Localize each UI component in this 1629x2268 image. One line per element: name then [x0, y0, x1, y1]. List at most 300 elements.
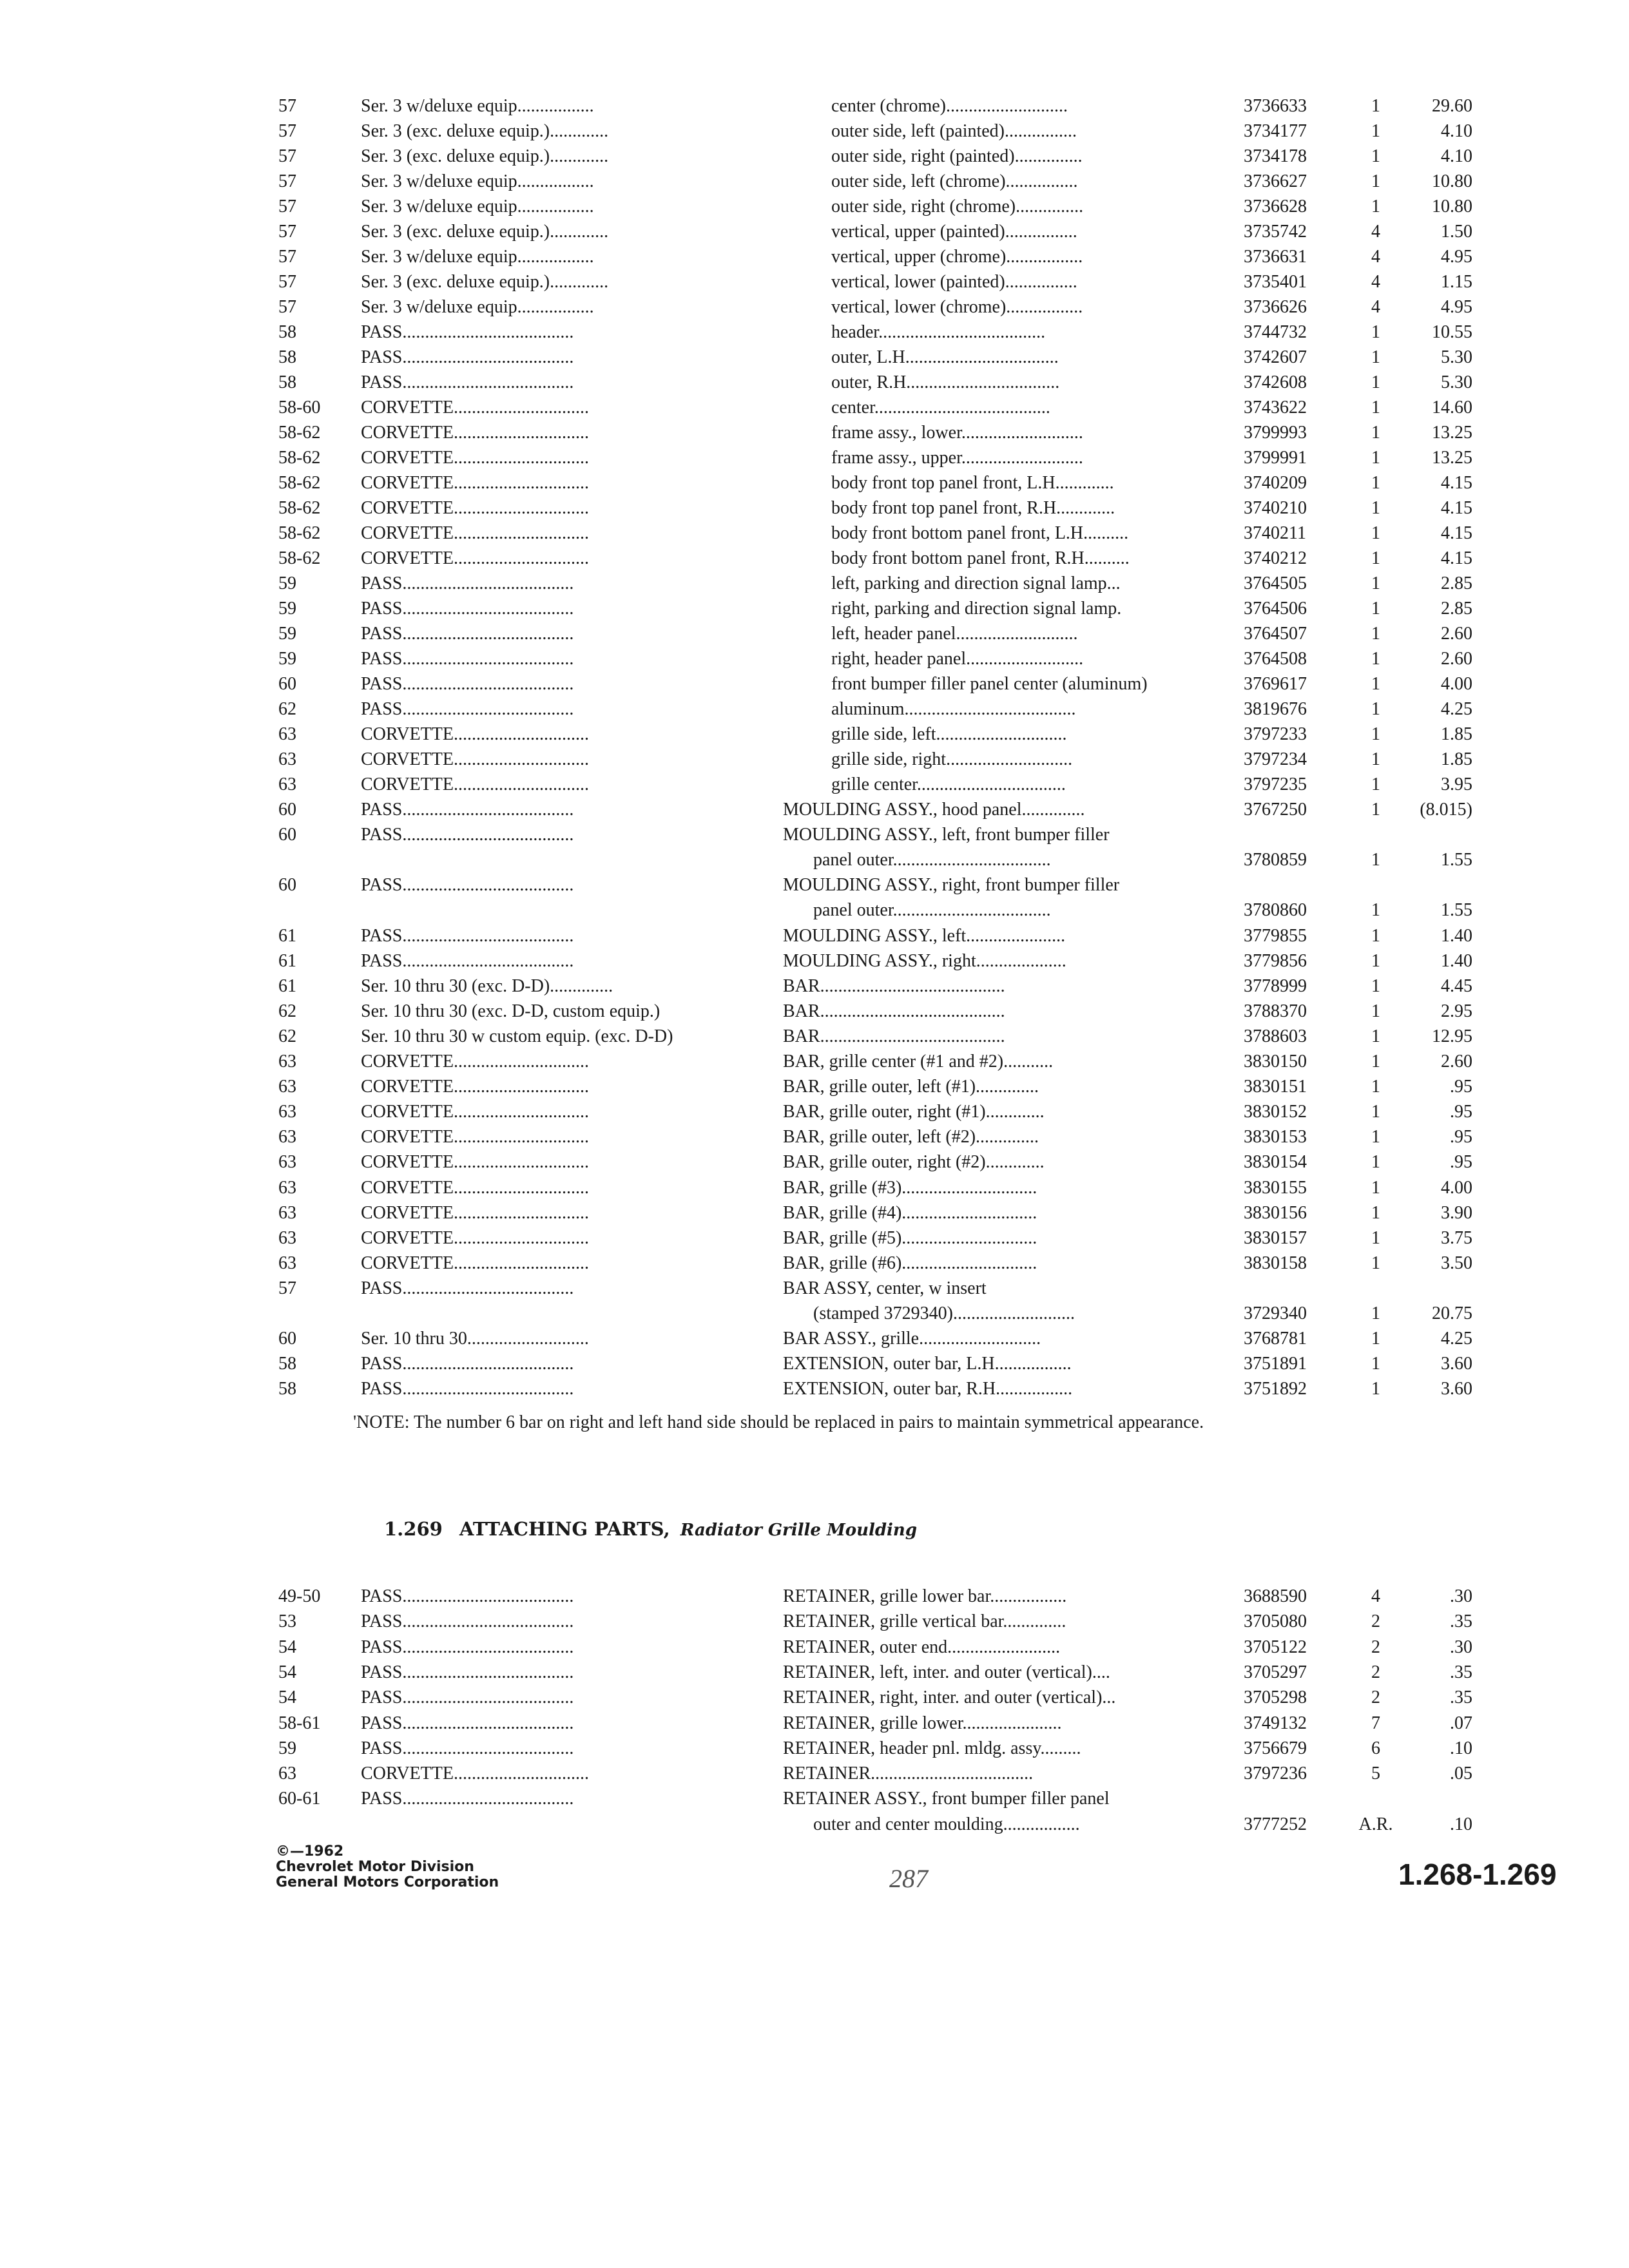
quantity: 1 — [1371, 423, 1380, 443]
table-row — [0, 1376, 1629, 1402]
model-applicability: CORVETTE.............................. — [361, 1052, 589, 1072]
list-price: .10 — [1450, 1738, 1472, 1758]
model-year: 58-62 — [278, 523, 321, 543]
part-number: 3830154 — [1244, 1152, 1307, 1173]
model-year: 49-50 — [278, 1586, 321, 1606]
model-year: 63 — [278, 1763, 296, 1784]
copyright-block — [276, 1844, 499, 1890]
model-year: 58-62 — [278, 473, 321, 493]
list-price: 3.75 — [1441, 1227, 1472, 1248]
model-year: 54 — [278, 1687, 296, 1708]
quantity: 1 — [1371, 599, 1380, 619]
model-year: 62 — [278, 1001, 296, 1021]
model-year: 59 — [278, 573, 296, 593]
table-row — [0, 1711, 1629, 1736]
model-year: 63 — [278, 774, 296, 794]
part-number: 3788370 — [1244, 1001, 1307, 1021]
part-number: 3764506 — [1244, 599, 1307, 619]
part-description-continued: panel outer................................... — [813, 900, 1051, 921]
part-number: 3779855 — [1244, 925, 1307, 946]
model-year: 63 — [278, 1077, 296, 1097]
part-number: 3740210 — [1244, 498, 1307, 518]
part-number: 3751892 — [1244, 1379, 1307, 1399]
model-year: 58-61 — [278, 1713, 321, 1733]
quantity: 1 — [1371, 1077, 1380, 1097]
quantity: 1 — [1371, 448, 1380, 468]
quantity: 1 — [1371, 649, 1380, 669]
quantity: 4 — [1371, 1586, 1380, 1606]
model-applicability: Ser. 10 thru 30........................... — [361, 1329, 589, 1349]
model-year: 60 — [278, 800, 296, 820]
model-year: 57 — [278, 197, 296, 216]
part-description: BAR, grille (#6).............................. — [783, 1253, 1037, 1273]
model-applicability: Ser. 10 thru 30 (exc. D-D).............. — [361, 975, 613, 996]
quantity: 1 — [1371, 774, 1380, 794]
quantity: 1 — [1371, 950, 1380, 971]
quantity: 2 — [1371, 1637, 1380, 1657]
model-applicability: CORVETTE.............................. — [361, 1127, 589, 1148]
part-number: 3830152 — [1244, 1102, 1307, 1122]
model-applicability: CORVETTE.............................. — [361, 398, 589, 418]
part-description: center (chrome)........................... — [831, 96, 1068, 116]
quantity: 4 — [1371, 222, 1380, 242]
model-applicability: Ser. 3 (exc. deluxe equip.)............. — [361, 121, 609, 141]
table-row — [0, 1761, 1629, 1787]
part-description: MOULDING ASSY., hood panel.............. — [783, 800, 1085, 820]
part-number: 3830151 — [1244, 1077, 1307, 1097]
model-year: 60-61 — [278, 1789, 321, 1809]
model-applicability: PASS...................................... — [361, 372, 574, 392]
part-description: BAR, grille outer, right (#2)............. — [783, 1152, 1045, 1173]
table-row — [0, 144, 1629, 169]
model-year: 58-62 — [278, 548, 321, 568]
list-price: 13.25 — [1432, 448, 1472, 468]
part-description: BAR, grille (#3).............................. — [783, 1177, 1037, 1198]
part-description-continued: panel outer................................... — [813, 850, 1051, 870]
part-description: RETAINER, header pnl. mldg. assy......... — [783, 1738, 1081, 1758]
table-row — [0, 320, 1629, 345]
part-description: vertical, upper (chrome)................. — [831, 247, 1083, 267]
list-price: 29.60 — [1432, 96, 1472, 116]
quantity: 2 — [1371, 1611, 1380, 1632]
table-row — [0, 999, 1629, 1024]
section-heading — [384, 1518, 917, 1540]
part-number: 3751891 — [1244, 1354, 1307, 1374]
model-applicability: PASS...................................... — [361, 1354, 574, 1374]
list-price: 10.80 — [1432, 197, 1472, 216]
table-row — [0, 1200, 1629, 1226]
part-number: 3830158 — [1244, 1253, 1307, 1273]
list-price: 4.00 — [1441, 674, 1472, 694]
quantity: 1 — [1371, 925, 1380, 946]
model-applicability: PASS...................................... — [361, 573, 574, 593]
part-number: 3705298 — [1244, 1687, 1307, 1708]
list-price: 2.60 — [1441, 649, 1472, 669]
part-description: body front bottom panel front, R.H.......... — [831, 548, 1130, 568]
part-number: 3780859 — [1244, 850, 1307, 870]
model-applicability: Ser. 10 thru 30 w custom equip. (exc. D-D) — [361, 1026, 673, 1046]
part-description-continued: outer and center moulding................. — [813, 1814, 1080, 1834]
table-row — [0, 1251, 1629, 1276]
model-year: 58 — [278, 1354, 296, 1374]
model-year: 54 — [278, 1637, 296, 1657]
model-year: 62 — [278, 699, 296, 719]
list-price: 3.95 — [1441, 774, 1472, 794]
quantity: 1 — [1371, 749, 1380, 769]
model-year: 58 — [278, 322, 296, 342]
table-row — [0, 93, 1629, 119]
quantity: 1 — [1371, 1001, 1380, 1021]
table-row — [0, 571, 1629, 597]
model-year: 58-60 — [278, 398, 321, 418]
part-number: 3743622 — [1244, 398, 1307, 418]
model-applicability: Ser. 3 w/deluxe equip................. — [361, 96, 594, 116]
part-number: 3767250 — [1244, 800, 1307, 820]
table-row — [0, 747, 1629, 773]
part-description: frame assy., lower........................... — [831, 423, 1083, 443]
model-year: 63 — [278, 1227, 296, 1248]
list-price: 2.85 — [1441, 573, 1472, 593]
model-year: 57 — [278, 222, 296, 242]
table-row — [0, 772, 1629, 798]
table-row — [0, 974, 1629, 999]
quantity: 1 — [1371, 96, 1380, 116]
model-applicability: PASS...................................... — [361, 699, 574, 719]
part-number: 3797233 — [1244, 724, 1307, 744]
section-number: 1.269 — [384, 1518, 443, 1540]
table-row — [0, 370, 1629, 396]
part-description: body front top panel front, R.H............. — [831, 498, 1115, 518]
part-number: 3735742 — [1244, 222, 1307, 242]
table-row — [0, 269, 1629, 295]
model-applicability: PASS...................................... — [361, 1278, 574, 1298]
model-applicability: Ser. 3 (exc. deluxe equip.)............. — [361, 272, 609, 292]
list-price: 12.95 — [1432, 1026, 1472, 1046]
table-row — [0, 1124, 1629, 1150]
table-row — [0, 1635, 1629, 1660]
model-year: 63 — [278, 1177, 296, 1198]
part-description: outer, L.H.................................. — [831, 347, 1059, 367]
copyright-year: ©—1962 — [276, 1843, 344, 1860]
part-number: 3736633 — [1244, 96, 1307, 116]
model-applicability: Ser. 3 (exc. deluxe equip.)............. — [361, 146, 609, 166]
quantity: 6 — [1371, 1738, 1380, 1758]
list-price: 1.15 — [1441, 272, 1472, 292]
quantity: 4 — [1371, 272, 1380, 292]
table-row — [0, 521, 1629, 546]
part-number: 3797234 — [1244, 749, 1307, 769]
model-applicability: CORVETTE.............................. — [361, 548, 589, 568]
table-row — [0, 1175, 1629, 1201]
part-description: MOULDING ASSY., right, front bumper filler — [783, 875, 1120, 896]
model-year: 57 — [278, 121, 296, 141]
list-price: 5.30 — [1441, 347, 1472, 367]
list-price: 1.85 — [1441, 724, 1472, 744]
model-year: 63 — [278, 1102, 296, 1122]
list-price: 4.25 — [1441, 699, 1472, 719]
table-row — [0, 219, 1629, 245]
list-price: .35 — [1450, 1687, 1472, 1708]
model-applicability: PASS...................................... — [361, 1611, 574, 1632]
part-number: 3797236 — [1244, 1763, 1307, 1784]
list-price: 3.60 — [1441, 1354, 1472, 1374]
part-number: 3705080 — [1244, 1611, 1307, 1632]
part-number: 3756679 — [1244, 1738, 1307, 1758]
list-price: 5.30 — [1441, 372, 1472, 392]
part-description: outer side, right (painted)............... — [831, 146, 1083, 166]
quantity: 1 — [1371, 121, 1380, 141]
quantity: 1 — [1371, 573, 1380, 593]
model-applicability: PASS...................................... — [361, 1637, 574, 1657]
part-number: 3799993 — [1244, 423, 1307, 443]
table-row-continuation — [0, 1301, 1629, 1327]
quantity: 1 — [1371, 975, 1380, 996]
part-number: 3705122 — [1244, 1637, 1307, 1657]
part-number: 3734178 — [1244, 146, 1307, 166]
model-applicability: Ser. 3 w/deluxe equip................. — [361, 297, 594, 317]
quantity: 5 — [1371, 1763, 1380, 1784]
table-row — [0, 948, 1629, 974]
part-number: 3764508 — [1244, 649, 1307, 669]
model-year: 58 — [278, 1379, 296, 1399]
model-year: 61 — [278, 975, 296, 996]
model-applicability: PASS...................................... — [361, 347, 574, 367]
table-row — [0, 797, 1629, 823]
list-price: 1.55 — [1441, 850, 1472, 870]
quantity: 2 — [1371, 1662, 1380, 1682]
list-price: 2.95 — [1441, 1001, 1472, 1021]
table-row — [0, 1660, 1629, 1686]
table-row — [0, 671, 1629, 697]
list-price: 4.15 — [1441, 498, 1472, 518]
model-year: 60 — [278, 1329, 296, 1349]
part-description: body front bottom panel front, L.H.......... — [831, 523, 1129, 543]
part-description: MOULDING ASSY., right.................... — [783, 950, 1066, 971]
part-number: 3749132 — [1244, 1713, 1307, 1733]
quantity: 1 — [1371, 724, 1380, 744]
part-description: BAR, grille (#5).............................. — [783, 1227, 1037, 1248]
model-applicability: CORVETTE.............................. — [361, 1077, 589, 1097]
part-description: grille center................................. — [831, 774, 1066, 794]
part-description: left, parking and direction signal lamp... — [831, 573, 1121, 593]
model-year: 61 — [278, 925, 296, 946]
model-applicability: PASS...................................... — [361, 1379, 574, 1399]
quantity: 1 — [1371, 398, 1380, 418]
model-year: 57 — [278, 297, 296, 317]
quantity: 1 — [1371, 498, 1380, 518]
part-description: outer side, left (painted)................ — [831, 121, 1077, 141]
part-number: 3736627 — [1244, 171, 1307, 191]
model-year: 59 — [278, 624, 296, 644]
table-row — [0, 1685, 1629, 1711]
table-row-continuation — [0, 1812, 1629, 1838]
part-description: MOULDING ASSY., left, front bumper filler — [783, 825, 1110, 845]
part-description: right, parking and direction signal lamp. — [831, 599, 1122, 619]
model-year: 61 — [278, 950, 296, 971]
list-price: 1.40 — [1441, 950, 1472, 971]
part-number: 3778999 — [1244, 975, 1307, 996]
model-applicability: Ser. 3 (exc. deluxe equip.)............. — [361, 222, 609, 242]
model-year: 58 — [278, 372, 296, 392]
model-applicability: CORVETTE.............................. — [361, 1152, 589, 1173]
model-year: 62 — [278, 1026, 296, 1046]
list-price: 4.95 — [1441, 247, 1472, 267]
model-applicability: PASS...................................... — [361, 1687, 574, 1708]
part-description: body front top panel front, L.H............. — [831, 473, 1114, 493]
footnote: 'NOTE: The number 6 bar on right and left hand side should be replaced in pairs to maintain symmetrical appearance. — [353, 1412, 1204, 1432]
model-applicability: PASS...................................... — [361, 1789, 574, 1809]
part-number: 3736626 — [1244, 297, 1307, 317]
table-row — [0, 1326, 1629, 1352]
part-description: RETAINER, outer end......................... — [783, 1637, 1061, 1657]
part-description: RETAINER, right, inter. and outer (vertical)... — [783, 1687, 1116, 1708]
part-description: left, header panel........................... — [831, 624, 1078, 644]
table-row — [0, 1149, 1629, 1175]
table-row — [0, 596, 1629, 622]
list-price: 3.50 — [1441, 1253, 1472, 1273]
model-applicability: PASS...................................... — [361, 624, 574, 644]
model-year: 53 — [278, 1611, 296, 1632]
table-row-continuation — [0, 847, 1629, 873]
list-price: 1.40 — [1441, 925, 1472, 946]
part-number: 3688590 — [1244, 1586, 1307, 1606]
quantity: 1 — [1371, 1177, 1380, 1198]
quantity: 1 — [1371, 624, 1380, 644]
list-price: 4.10 — [1441, 121, 1472, 141]
list-price: (8.015) — [1420, 800, 1472, 820]
list-price: 4.15 — [1441, 473, 1472, 493]
section-subtitle: Radiator Grille Moulding — [680, 1521, 918, 1540]
model-applicability: PASS...................................... — [361, 599, 574, 619]
section-reference: 1.268-1.269 — [1398, 1858, 1557, 1891]
model-year: 60 — [278, 825, 296, 845]
table-row — [0, 1351, 1629, 1377]
list-price: 3.90 — [1441, 1202, 1472, 1223]
part-description: RETAINER ASSY., front bumper filler panel — [783, 1789, 1110, 1809]
quantity: 2 — [1371, 1687, 1380, 1708]
model-applicability: PASS...................................... — [361, 800, 574, 820]
quantity: 1 — [1371, 1052, 1380, 1072]
page-number: 287 — [889, 1864, 928, 1893]
part-description: outer, R.H.................................. — [831, 372, 1060, 392]
part-description: grille side, left............................. — [831, 724, 1067, 744]
model-year: 63 — [278, 1152, 296, 1173]
part-description: RETAINER.................................... — [783, 1763, 1034, 1784]
list-price: 2.60 — [1441, 1052, 1472, 1072]
model-year: 63 — [278, 1202, 296, 1223]
model-applicability: CORVETTE.............................. — [361, 473, 589, 493]
part-number: 3830157 — [1244, 1227, 1307, 1248]
table-row — [0, 470, 1629, 496]
list-price: .30 — [1450, 1586, 1472, 1606]
table-row — [0, 345, 1629, 370]
part-number: 3769617 — [1244, 674, 1307, 694]
table-row — [0, 923, 1629, 949]
list-price: 1.85 — [1441, 749, 1472, 769]
part-description: BAR......................................... — [783, 975, 1005, 996]
model-year: 60 — [278, 674, 296, 694]
model-year: 59 — [278, 649, 296, 669]
list-price: 1.55 — [1441, 900, 1472, 921]
part-number: 3744732 — [1244, 322, 1307, 342]
model-applicability: PASS...................................... — [361, 925, 574, 946]
list-price: 2.60 — [1441, 624, 1472, 644]
table-row — [0, 244, 1629, 270]
corporation-name: General Motors Corporation — [276, 1874, 499, 1890]
model-applicability: PASS...................................... — [361, 875, 574, 896]
part-number: 3830155 — [1244, 1177, 1307, 1198]
part-description: BAR, grille outer, left (#1).............. — [783, 1077, 1039, 1097]
quantity: 1 — [1371, 1379, 1380, 1399]
table-row — [0, 1225, 1629, 1251]
part-description: EXTENSION, outer bar, L.H................. — [783, 1354, 1072, 1374]
part-number: 3742608 — [1244, 372, 1307, 392]
part-number: 3797235 — [1244, 774, 1307, 794]
model-year: 54 — [278, 1662, 296, 1682]
table-row — [0, 119, 1629, 144]
part-description: front bumper filler panel center (aluminum) — [831, 674, 1148, 694]
model-applicability: PASS...................................... — [361, 825, 574, 845]
part-description: vertical, lower (chrome)................. — [831, 297, 1083, 317]
part-number: 3740212 — [1244, 548, 1307, 568]
quantity: 1 — [1371, 523, 1380, 543]
model-applicability: CORVETTE.............................. — [361, 1177, 589, 1198]
model-year: 57 — [278, 1278, 296, 1298]
quantity: 1 — [1371, 674, 1380, 694]
quantity: 1 — [1371, 1354, 1380, 1374]
model-applicability: PASS...................................... — [361, 674, 574, 694]
part-description: BAR ASSY., grille........................... — [783, 1329, 1041, 1349]
part-number: 3830150 — [1244, 1052, 1307, 1072]
table-row — [0, 169, 1629, 195]
part-description: vertical, lower (painted)................ — [831, 272, 1077, 292]
model-year: 63 — [278, 1253, 296, 1273]
quantity: 1 — [1371, 1227, 1380, 1248]
list-price: .07 — [1450, 1713, 1472, 1733]
part-number: 3799991 — [1244, 448, 1307, 468]
part-description: header..................................... — [831, 322, 1046, 342]
quantity: 1 — [1371, 1253, 1380, 1273]
quantity: 1 — [1371, 347, 1380, 367]
division-name: Chevrolet Motor Division — [276, 1859, 474, 1875]
quantity: 1 — [1371, 548, 1380, 568]
table-row — [0, 621, 1629, 647]
list-price: .05 — [1450, 1763, 1472, 1784]
list-price: .35 — [1450, 1611, 1472, 1632]
model-applicability: CORVETTE.............................. — [361, 498, 589, 518]
model-applicability: CORVETTE.............................. — [361, 1227, 589, 1248]
part-number: 3777252 — [1244, 1814, 1307, 1834]
model-year: 58-62 — [278, 498, 321, 518]
model-applicability: CORVETTE.............................. — [361, 448, 589, 468]
list-price: 20.75 — [1432, 1303, 1472, 1323]
list-price: .35 — [1450, 1662, 1472, 1682]
part-number: 3729340 — [1244, 1303, 1307, 1323]
table-row — [0, 1584, 1629, 1610]
model-applicability: CORVETTE.............................. — [361, 1763, 589, 1784]
part-number: 3736631 — [1244, 247, 1307, 267]
part-number: 3780860 — [1244, 900, 1307, 921]
list-price: 2.85 — [1441, 599, 1472, 619]
part-description: BAR, grille outer, left (#2).............. — [783, 1127, 1039, 1148]
quantity: 1 — [1371, 1127, 1380, 1148]
quantity: 1 — [1371, 372, 1380, 392]
part-number: 3819676 — [1244, 699, 1307, 719]
quantity: A.R. — [1358, 1814, 1393, 1834]
part-description: BAR ASSY, center, w insert — [783, 1278, 987, 1298]
quantity: 1 — [1371, 1329, 1380, 1349]
quantity: 1 — [1371, 322, 1380, 342]
